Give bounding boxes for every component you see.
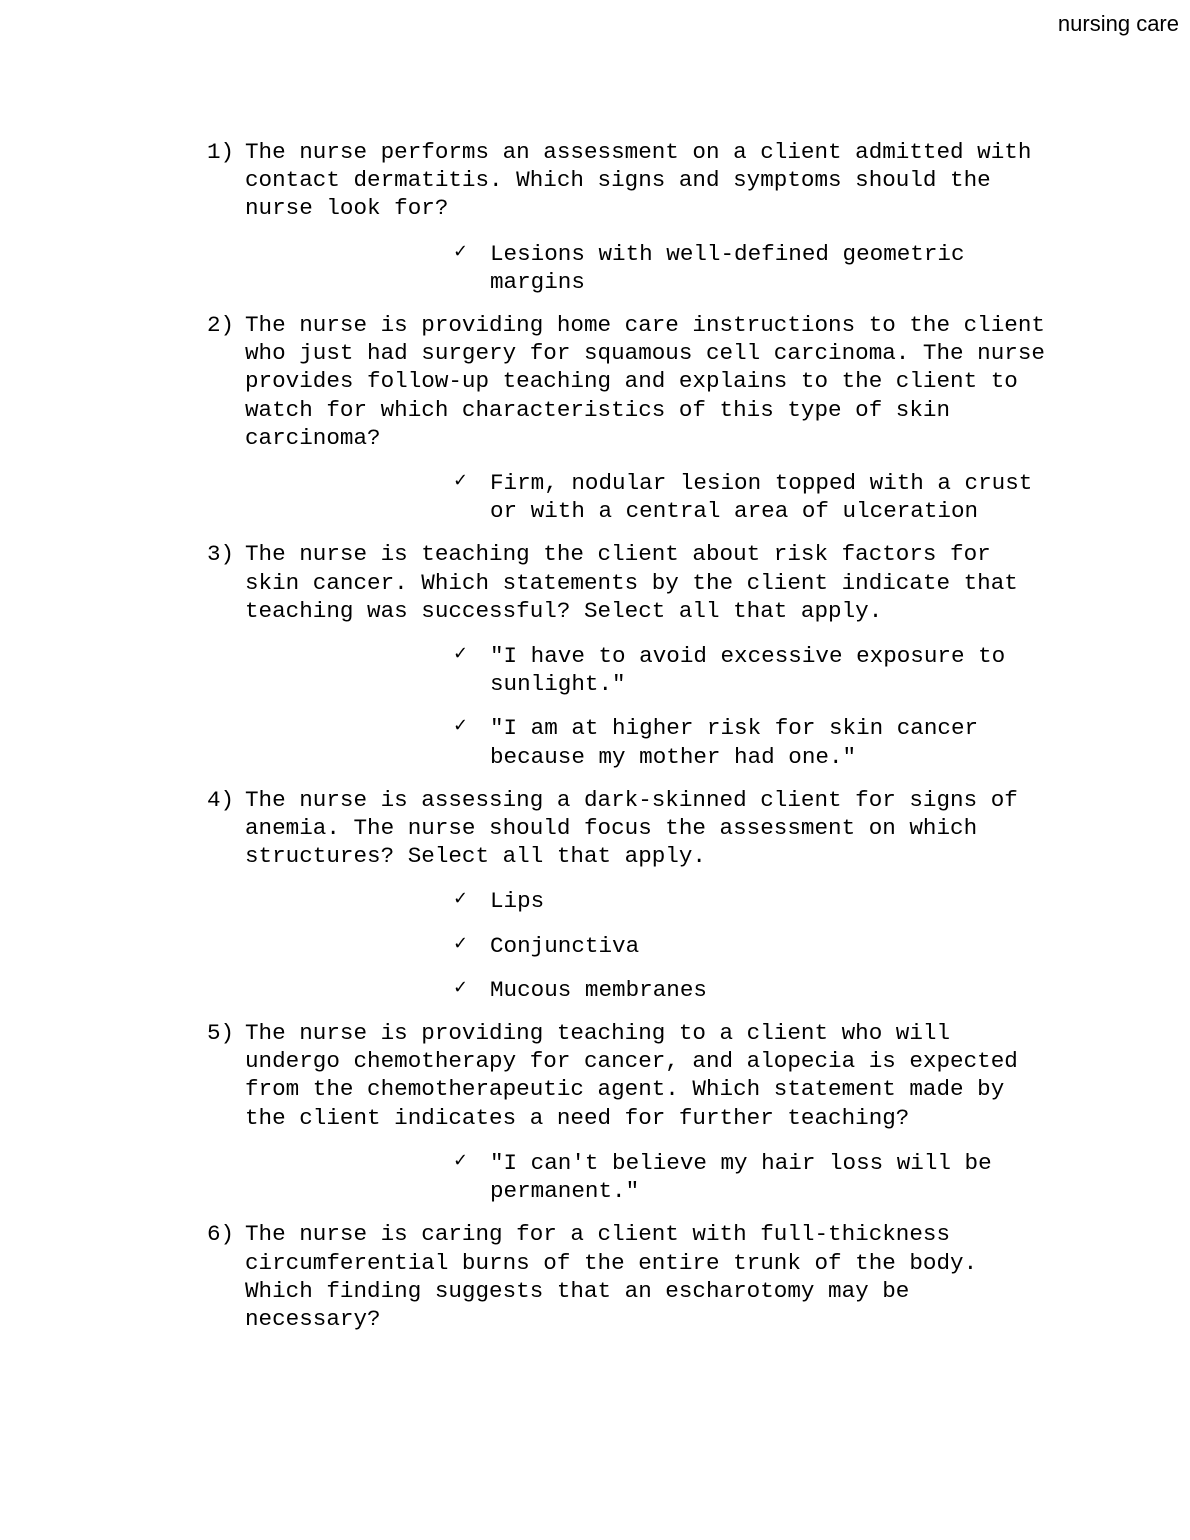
checkmark-icon: ✓ <box>453 643 469 665</box>
answer-text: Firm, nodular lesion topped with a crust or with a central area of ulceration <box>490 470 1033 525</box>
answer-list <box>207 469 1067 525</box>
question-text: The nurse is providing home care instructions to the client who just had surgery for squamous cell carcinoma. The nurse provides follow-up teaching and explains to the client to watch for which characteristics of this type of skin carcinoma? <box>245 312 1045 451</box>
question-number: 3) <box>207 541 235 568</box>
question-number: 2) <box>207 312 235 339</box>
checkmark-icon: ✓ <box>453 888 469 910</box>
answer-text: "I have to avoid excessive exposure to sunlight." <box>490 643 1006 698</box>
question-number: 6) <box>207 1221 235 1248</box>
question-number: 5) <box>207 1020 235 1047</box>
answer-text: Lesions with well-defined geometric margins <box>490 240 965 295</box>
page-header-title: nursing care <box>1057 11 1179 36</box>
answer-item <box>453 714 1067 770</box>
question-item <box>207 786 1067 1004</box>
question-item <box>207 311 1067 525</box>
question-item <box>207 1220 1067 1333</box>
checkmark-icon: ✓ <box>453 1149 469 1171</box>
question-row <box>207 1220 1067 1333</box>
answer-text: "I can't believe my hair loss will be permanent." <box>490 1149 992 1205</box>
checkmark-icon: ✓ <box>453 240 469 262</box>
answer-list <box>207 240 1067 296</box>
question-text: The nurse performs an assessment on a client admitted with contact dermatitis. Which signs and symptoms should the nurse look for? <box>245 139 1032 222</box>
question-item <box>207 1019 1067 1205</box>
question-number: 1) <box>207 139 235 165</box>
question-row <box>207 311 1067 452</box>
checkmark-icon: ✓ <box>453 715 469 737</box>
question-text: The nurse is caring for a client with full-thickness circumferential burns of the entire trunk of the body. Which finding suggests that an escharotomy may be necessary? <box>245 1221 978 1332</box>
question-row <box>207 1019 1067 1132</box>
question-text: The nurse is assessing a dark-skinned client for signs of anemia. The nurse should focus the assessment on which structures? Select all that apply. <box>245 786 1018 870</box>
answer-list <box>207 887 1067 1004</box>
answer-text: Conjunctiva <box>490 932 640 959</box>
answer-item <box>453 976 1067 1004</box>
checkmark-icon: ✓ <box>453 470 469 492</box>
question-list <box>207 138 1067 1348</box>
answer-list <box>207 642 1067 771</box>
answer-list <box>207 1149 1067 1205</box>
answer-item <box>453 932 1067 960</box>
answer-text: Mucous membranes <box>490 976 707 1003</box>
question-text: The nurse is teaching the client about risk factors for skin cancer. Which statements by the client indicate that teaching was successful? Select all that apply. <box>245 541 1018 624</box>
answer-item <box>453 469 1067 525</box>
question-row <box>207 138 1067 223</box>
answer-item <box>453 1149 1067 1205</box>
question-number: 4) <box>207 786 235 813</box>
question-item <box>207 540 1067 770</box>
answer-text: Lips <box>490 888 545 915</box>
answer-item <box>453 240 1067 296</box>
answer-text: "I am at higher risk for skin cancer because my mother had one." <box>490 715 979 770</box>
question-text: The nurse is providing teaching to a client who will undergo chemotherapy for cancer, and alopecia is expected from the chemotherapeutic agent. Which statement made by the client indicates a need for further teaching? <box>245 1020 1018 1131</box>
question-item <box>207 138 1067 296</box>
answer-item <box>453 642 1067 698</box>
question-row <box>207 540 1067 625</box>
answer-item <box>453 887 1067 915</box>
checkmark-icon: ✓ <box>453 932 469 954</box>
question-row <box>207 786 1067 871</box>
checkmark-icon: ✓ <box>453 976 469 998</box>
